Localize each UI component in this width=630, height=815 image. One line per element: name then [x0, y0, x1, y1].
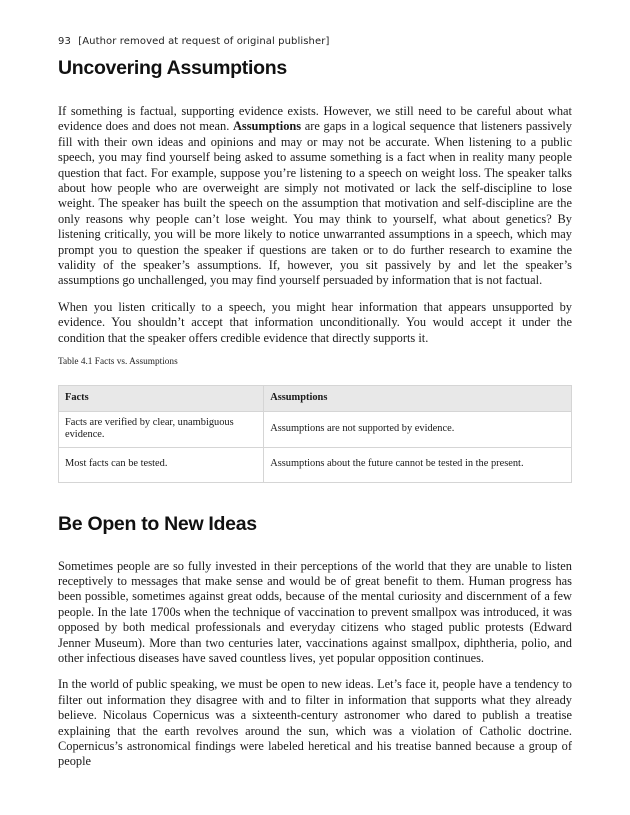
paragraph-text-lead: If something is factual, supporting evidence exists. However, we still need to be careful about what evidence does and does not mean.: [58, 104, 572, 134]
table-caption: Table 4.1 Facts vs. Assumptions: [58, 357, 178, 368]
table-row: [59, 411, 572, 447]
paragraph-assumptions-definition: [58, 104, 572, 289]
facts-vs-assumptions-table: [58, 385, 572, 483]
paragraph-human-progress: Sometimes people are so fully invested in their perceptions of the world that they are unable to listen receptively to messages that make sense and would be of great benefit to them. Human progress has been possible, sometimes against great odds, because of the mental curiosity and discernment of a few people. In the late 1700s when the technique of vaccination to prevent smallpox was introduced, it was opposed by both medical professionals and everyday citizens who staged public protests (Edward Jenner Museum). More than two centuries later, vaccinations against smallpox, diphtheria, polio, and other infectious diseases have saved countless lives, yet popular opposition continues.: [58, 558, 572, 666]
paragraph-critical-listening: When you listen critically to a speech, you might hear information that appears unsupported by evidence. You shouldn’t accept that information unconditionally. You would accept it under the condition that the speaker offers credible evidence that directly supports it.: [58, 299, 572, 345]
column-header-facts: Facts: [59, 386, 264, 412]
term-assumptions: Assumptions: [232, 119, 302, 134]
paragraph-public-speaking-openness: In the world of public speaking, we must be open to new ideas. Let’s face it, people have a tendency to filter out information they disagree with and to filter in information that supports what they already believe. Nicolaus Copernicus was a sixteenth-century astronomer who dared to publish a treatise explaining that the earth revolves around the sun, which was a violation of Catholic doctrine. Copernicus’s astronomical findings were labeled heretical and his treatise banned because a group of people: [58, 677, 572, 769]
table-cell: Assumptions are not supported by evidence.: [264, 411, 572, 447]
running-title: [Author removed at request of original publisher]: [78, 36, 330, 47]
table-cell: Facts are verified by clear, unambiguous evidence.: [59, 411, 264, 447]
column-header-assumptions: Assumptions: [264, 386, 572, 412]
paragraph-text-rest: are gaps in a logical sequence that listeners passively fill with their own ideas and opinions and may or may not be accurate. When listening to a public speech, you may find yourself being asked to assume something is a fact when in reality many people question that fact. For example, suppose you’re listening to a speech on weight loss. The speaker talks about how people who are overweight are simply not motivated or lack the self-discipline to lose weight. The speaker has built the speech on the assumption that motivation and self-discipline are the only reasons why people can’t lose weight. You may think to yourself, what about genetics? By listening critically, you will be more likely to notice unwarranted assumptions in a speech, which may prompt you to question the speaker if questions are taken or to do further research to examine the validity of the speaker’s assumptions. If, however, you sit passively by and let the speaker’s assumptions go unchallenged, you may find yourself persuaded by information that is not factual.: [58, 119, 572, 288]
table-row: [59, 447, 572, 482]
section-heading-uncovering-assumptions: Uncovering Assumptions: [58, 57, 287, 79]
page-number: 93: [58, 36, 71, 47]
section-heading-open-to-new-ideas: Be Open to New Ideas: [58, 512, 257, 535]
table-cell: Assumptions about the future cannot be tested in the present.: [264, 447, 572, 482]
table-cell: Most facts can be tested.: [59, 447, 264, 482]
running-header: [58, 36, 572, 47]
table-header-row: [59, 386, 572, 412]
